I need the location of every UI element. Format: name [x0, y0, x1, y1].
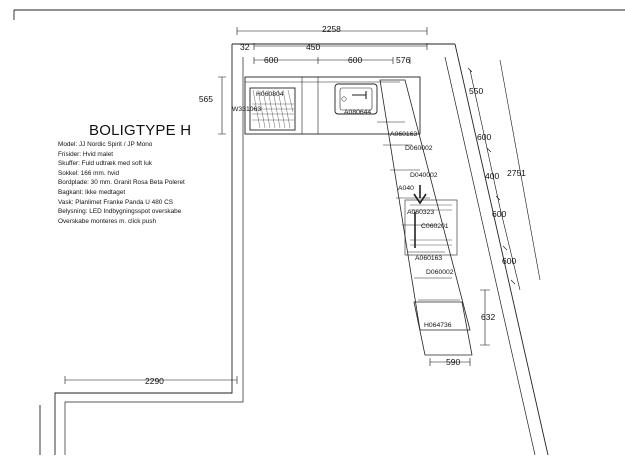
spec-line: Sokkel: 166 mm. hvid — [58, 169, 120, 177]
dim-right-seg5: 600 — [502, 256, 517, 266]
spec-block — [58, 122, 258, 226]
dim-top-offset: 32 — [240, 42, 250, 52]
label-w331063: W331063 — [232, 106, 262, 113]
spec-line: Frisider: Hvid malet — [58, 150, 114, 158]
arrow — [414, 185, 426, 203]
label-h060804: H060804 — [256, 91, 284, 98]
label-a060163-bottom: A060163 — [415, 255, 443, 262]
top-counter — [245, 77, 420, 134]
label-a080644: A080644 — [344, 109, 372, 116]
spec-line: Vask: Planlimet Franke Panda U 480 CS — [58, 198, 173, 206]
label-d060002-top: D060002 — [405, 145, 433, 152]
dim-left-depth: 565 — [198, 94, 213, 104]
dim-bottom-590: 590 — [446, 357, 461, 367]
dim-right-seg4: 600 — [492, 209, 507, 219]
dim-right-total: 2751 — [507, 168, 526, 178]
wall-inner-left — [55, 44, 232, 455]
dim-right-seg3: 400 — [485, 171, 500, 181]
label-a060163-top: A060163 — [390, 131, 418, 138]
dim-right-seg1: 550 — [469, 86, 484, 96]
spec-line: Bordplade: 30 mm. Granit Rosa Beta Poleret — [58, 179, 185, 187]
wall-right-outer — [455, 44, 548, 455]
spec-line: Skuffer: Fuld udtræk med soft luk — [58, 160, 153, 168]
label-c060201: C060201 — [421, 223, 449, 230]
dim-top-seg3: 576 — [396, 55, 411, 65]
spec-line: Model: JJ Nordic Spirit / JP Mono — [58, 141, 153, 148]
dim-bottom-left: 2290 — [145, 376, 164, 386]
label-a040: A040 — [398, 185, 414, 192]
dim-top-total: 2258 — [322, 24, 341, 34]
label-h064736: H064736 — [424, 322, 452, 329]
dim-right-seg2: 600 — [477, 132, 492, 142]
label-a060323: A060323 — [407, 209, 435, 216]
dim-top-450: 450 — [306, 42, 321, 52]
label-d060002-bottom: D060002 — [426, 269, 454, 276]
dim-top-seg2: 600 — [348, 55, 363, 65]
plan-title: BOLIGTYPE H — [89, 122, 192, 139]
wall-right-inner — [445, 57, 535, 455]
spec-line: Overskabe monteres m. click push — [58, 217, 157, 225]
dim-top-seg1: 600 — [264, 55, 279, 65]
dim-bottom-632: 632 — [481, 312, 496, 322]
wall-inner-left-2 — [65, 57, 243, 455]
spec-line: Belysning: LED Indbygningsspot overskabe — [58, 208, 182, 216]
label-d040002: D040002 — [410, 172, 438, 179]
spec-line: Bagkant: Ikke medtaget — [58, 188, 126, 196]
